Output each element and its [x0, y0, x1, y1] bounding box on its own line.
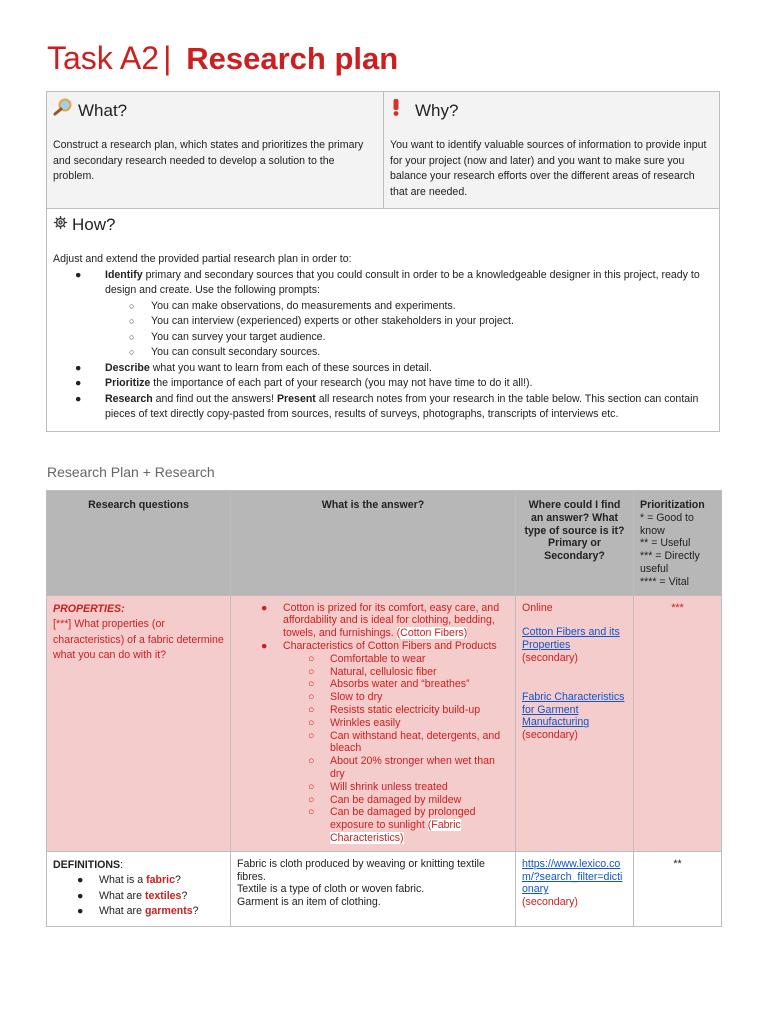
- table-row: [47, 851, 722, 926]
- how-list-continued: [53, 361, 713, 423]
- header-prioritization: Prioritization * = Good to know ** = Useful *** = Directly useful **** = Vital: [634, 491, 722, 596]
- list-item: ● What is a fabric?: [77, 874, 181, 887]
- list-item: ○ Wrinkles easily: [308, 716, 401, 729]
- why-cell: [383, 92, 719, 208]
- list-item: ○ You can interview (experienced) experts or other stakeholders in your project.: [129, 315, 514, 327]
- list-item: ● Prioritize the importance of each part of your research (you may not have time to do it all!).: [75, 377, 533, 389]
- definitions-source: https://www.lexico.com/?search_filter=dictionary (secondary): [516, 851, 634, 926]
- title-separator: |: [163, 40, 172, 76]
- magnifier-icon: [53, 98, 75, 121]
- title-task: Task A2: [47, 40, 160, 76]
- how-cell: [47, 209, 719, 431]
- section-title: Research Plan + Research: [47, 464, 215, 480]
- how-heading: How?: [72, 215, 116, 234]
- list-item: ● Describe what you want to learn from each of these sources in detail.: [75, 361, 432, 374]
- how-list: [53, 268, 713, 299]
- list-item: ● What are textiles?: [77, 889, 188, 902]
- list-item: ○ You can consult secondary sources.: [129, 346, 321, 358]
- properties-source: Online Cotton Fibers and its Properties (secondary) Fabric Characteristics for Garment Manufacturing (secondary): [516, 595, 634, 851]
- table-header-row: [47, 491, 722, 596]
- list-item: ● Characteristics of Cotton Fibers and Products: [261, 639, 497, 652]
- list-item: ○ You can survey your target audience.: [129, 330, 326, 343]
- fabric-characteristics-link[interactable]: Fabric Characteristics for Garment Manufacturing: [522, 690, 625, 729]
- title-main: Research plan: [186, 41, 399, 76]
- header-source: Where could I find an answer? What type of source is it? Primary or Secondary?: [516, 491, 634, 596]
- page-title: [47, 40, 398, 77]
- header-answer: What is the answer?: [231, 491, 516, 596]
- what-heading: What?: [78, 101, 128, 120]
- lexico-link[interactable]: https://www.lexico.com/?search_filter=dictionary: [522, 857, 623, 896]
- definitions-answer: Fabric is cloth produced by weaving or knitting textile fibres. Textile is a type of cloth or woven fabric. Garment is an item of clothing.: [231, 851, 516, 926]
- instructions-box: [46, 91, 720, 432]
- prompt-list: [53, 299, 713, 361]
- list-item: ○ Can withstand heat, detergents, and bleach: [308, 729, 501, 755]
- list-item: ● Research and find out the answers! Present all research notes from your research in the table below. This section can contain pieces of text directly copy-pasted from sources, results of surveys, photographs, transcripts of interviews etc.: [75, 392, 699, 420]
- definitions-question: DEFINITIONS: ● What is a fabric? ● What are textiles? ● What are garments?: [47, 851, 231, 926]
- research-plan-table: [46, 490, 722, 927]
- list-item: ● Cotton is prized for its comfort, easy care, and affordability and is ideal for clothing, bedding, towels, and furnishings. (Cotton Fibers): [261, 601, 500, 640]
- why-text: You want to identify valuable sources of information to provide input for your project (now and later) and you want to make sure you balance your research efforts over the different areas of research that are needed.: [390, 139, 707, 198]
- exclamation-icon: [390, 98, 412, 121]
- table-row: [47, 595, 722, 851]
- why-heading: Why?: [415, 101, 459, 120]
- list-item: ○ Can be damaged by prolonged exposure to sunlight (Fabric Characteristics): [308, 806, 476, 844]
- header-questions: Research questions: [47, 491, 231, 596]
- list-item: ○ Will shrink unless treated: [308, 780, 448, 793]
- list-item: ● What are garments?: [77, 905, 199, 918]
- list-item: ○ About 20% stronger when wet than dry: [308, 755, 495, 780]
- list-item: ○ Natural, cellulosic fiber: [308, 665, 437, 678]
- how-intro: Adjust and extend the provided partial research plan in order to:: [53, 253, 352, 265]
- list-item: ○ You can make observations, do measurements and experiments.: [129, 299, 456, 312]
- list-item: ○ Comfortable to wear: [308, 652, 426, 665]
- what-cell: [47, 92, 383, 208]
- list-item: ○ Absorbs water and “breathes”: [308, 678, 470, 691]
- list-item: ○ Resists static electricity build-up: [308, 703, 481, 716]
- properties-priority: ***: [634, 595, 722, 851]
- cotton-fibers-link[interactable]: Cotton Fibers and its Properties: [522, 626, 620, 652]
- list-item: ○ Slow to dry: [308, 691, 383, 704]
- what-text: Construct a research plan, which states and prioritizes the primary and secondary research needed to develop a solution to the problem.: [53, 139, 364, 182]
- list-item: ○ Can be damaged by mildew: [308, 793, 462, 806]
- definitions-priority: **: [634, 851, 722, 926]
- list-item: ● Identify primary and secondary sources that you could consult in order to be a knowledgeable designer in this project, ready to design and create. Use the following prompts:: [75, 268, 700, 296]
- properties-question: PROPERTIES: [***] What properties (or characteristics) of a fabric determine what you can do with it?: [47, 595, 231, 851]
- properties-answer: [231, 595, 516, 851]
- gear-icon: [53, 215, 69, 235]
